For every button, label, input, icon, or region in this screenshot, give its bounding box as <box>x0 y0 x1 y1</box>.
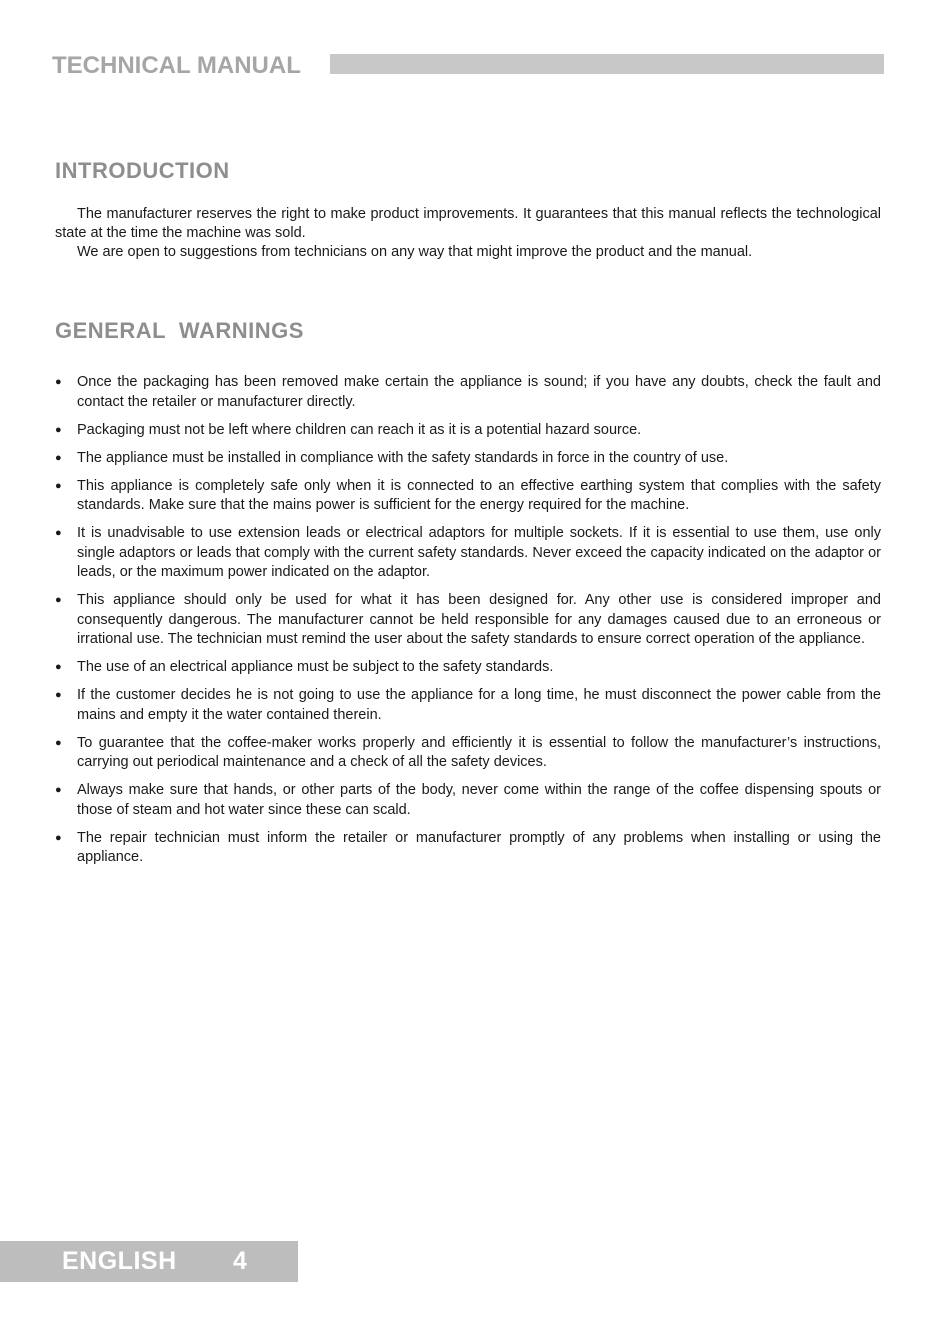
header-divider-bar <box>330 54 884 74</box>
list-item <box>55 829 881 868</box>
list-item <box>55 421 881 441</box>
warning-text: If the customer decides he is not going to use the appliance for a long time, he must disconnect the power cable from the mains and empty it the water contained therein. <box>77 687 881 723</box>
list-item <box>55 686 881 725</box>
warning-text: This appliance should only be used for what it has been designed for. Any other use is considered improper and consequently dangerous. The manufacturer cannot be held responsible for any damages caused due to an erroneous or irrational use. The technician must remind the user about the safety standards to ensure correct operation of the appliance. <box>77 592 881 647</box>
manual-title: TECHNICAL MANUAL <box>52 52 301 79</box>
general-warnings-heading: GENERAL WARNINGS <box>55 318 304 343</box>
bullet-icon: ● <box>55 376 62 388</box>
bullet-icon: ● <box>55 423 62 436</box>
list-item <box>55 524 881 583</box>
warning-text: The repair technician must inform the retailer or manufacturer promptly of any problems when installing or using the appliance. <box>77 829 881 865</box>
introduction-body <box>55 205 881 262</box>
list-item <box>55 449 881 469</box>
list-item <box>55 781 881 820</box>
introduction-paragraph: We are open to suggestions from technicians on any way that might improve the product and the manual. <box>77 244 753 260</box>
list-item <box>55 373 881 412</box>
warning-text: It is unadvisable to use extension leads or electrical adaptors for multiple sockets. If it is essential to use them, use only single adaptors or leads that comply with the current safety standards. Never exceed the capacity indicated on the adaptor or leads, or the maximum power indicated on the adaptor. <box>77 525 881 580</box>
bullet-icon: ● <box>55 451 62 464</box>
footer-language: ENGLISH <box>62 1247 177 1275</box>
page-footer <box>0 1241 298 1282</box>
bullet-icon: ● <box>55 479 62 492</box>
list-item <box>55 477 881 516</box>
bullet-icon: ● <box>55 831 62 844</box>
warning-text: The appliance must be installed in compliance with the safety standards in force in the country of use. <box>77 449 729 466</box>
warning-text: Always make sure that hands, or other parts of the body, never come within the range of the coffee dispensing spouts or those of steam and hot water since these can scald. <box>77 782 881 818</box>
bullet-icon: ● <box>55 736 62 749</box>
list-item <box>55 734 881 773</box>
warning-text: Packaging must not be left where children can reach it as it is a potential hazard source. <box>77 421 642 438</box>
list-item <box>55 591 881 650</box>
warning-text: Once the packaging has been removed make certain the appliance is sound; if you have any doubts, check the fault and contact the retailer or manufacturer directly. <box>77 374 881 410</box>
page-header <box>52 50 884 80</box>
page-number: 4 <box>233 1247 247 1275</box>
bullet-icon: ● <box>55 594 62 606</box>
introduction-heading: INTRODUCTION <box>55 158 230 183</box>
bullet-icon: ● <box>55 661 62 673</box>
warnings-list <box>55 373 881 876</box>
warning-text: The use of an electrical appliance must be subject to the safety standards. <box>77 659 554 675</box>
warning-text: To guarantee that the coffee-maker works properly and efficiently it is essential to follow the manufacturer’s instructions, carrying out periodical maintenance and a check of all the safety devices. <box>77 734 881 770</box>
warning-text: This appliance is completely safe only when it is connected to an effective earthing system that complies with the safety standards. Make sure that the mains power is sufficient for the energy required for the machine. <box>77 477 881 513</box>
introduction-paragraph: The manufacturer reserves the right to make product improvements. It guarantees that this manual reflects the technological state at the time the machine was sold. <box>55 206 881 241</box>
bullet-icon: ● <box>55 689 62 701</box>
bullet-icon: ● <box>55 527 62 539</box>
list-item <box>55 658 881 678</box>
bullet-icon: ● <box>55 784 62 796</box>
